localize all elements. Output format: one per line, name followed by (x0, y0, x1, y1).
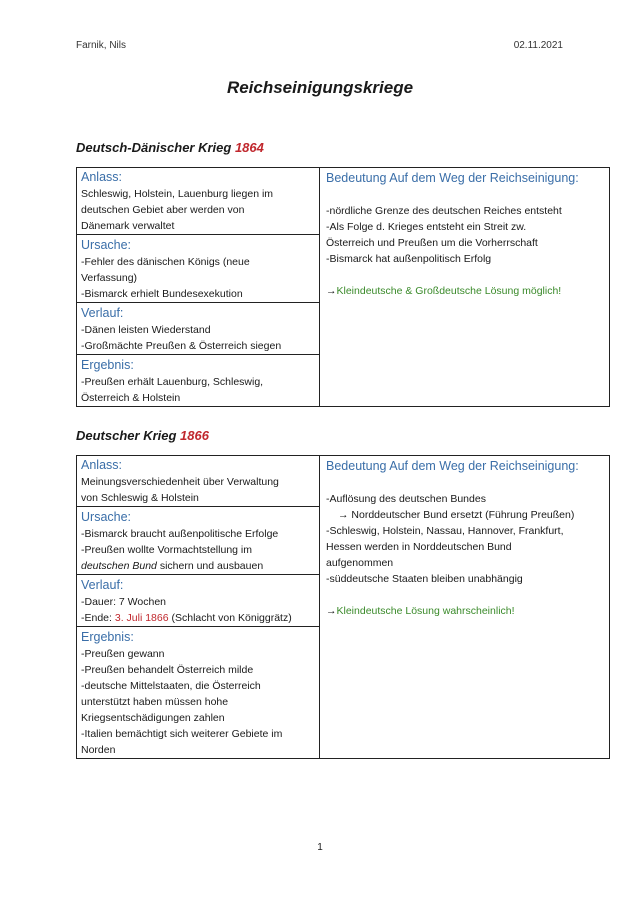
document-title: Reichseinigungskriege (226, 78, 414, 97)
ergebnis-line: -Italien bemächtigt sich weiterer Gebiete im (81, 728, 283, 740)
ergebnis-line: Österreich & Holstein (81, 392, 181, 404)
ergebnis-line: Norden (81, 744, 116, 756)
verlauf-line (81, 610, 315, 626)
cell-anlass (77, 168, 320, 235)
anlass-line: von Schleswig & Holstein (81, 492, 199, 504)
anlass-heading: Anlass: (81, 170, 122, 184)
conclusion-line (326, 603, 603, 619)
section-year: 1864 (234, 140, 264, 155)
bedeutung-line (326, 507, 603, 523)
bedeutung-line-text: Norddeutscher Bund ersetzt (Führung Preußen) (348, 509, 575, 521)
bedeutung-line: -Auflösung des deutschen Bundes (326, 493, 486, 505)
section-year: 1866 (180, 428, 209, 443)
bedeutung-line: -süddeutsche Staaten bleiben unabhängig (326, 573, 523, 585)
verlauf-heading: Verlauf: (81, 578, 124, 592)
section-title-1864 (76, 140, 264, 155)
section-title-text: Deutsch-Dänischer Krieg (76, 140, 232, 155)
verlauf-ende-date: 3. Juli 1866 (114, 612, 169, 624)
ursache-line: -Fehler des dänischen Königs (neue (81, 256, 250, 268)
verlauf-line: -Dauer: 7 Wochen (81, 596, 167, 608)
cell-bedeutung (320, 456, 610, 759)
document-date: 02.11.2021 (513, 40, 563, 51)
ergebnis-line: unterstützt haben müssen hohe (81, 696, 229, 708)
bedeutung-heading: Bedeutung Auf dem Weg der Reichseinigung: (326, 459, 579, 473)
anlass-line: Dänemark verwaltet (81, 220, 175, 232)
arrow-right-icon: → (338, 509, 349, 521)
bedeutung-line: aufgenommen (326, 557, 394, 569)
ursache-line: Verfassung) (81, 272, 138, 284)
anlass-heading: Anlass: (81, 458, 122, 472)
ergebnis-line: Kriegsentschädigungen zahlen (81, 712, 225, 724)
table-deutsch-daenischer-krieg (76, 167, 610, 407)
bedeutung-heading: Bedeutung Auf dem Weg der Reichseinigung: (326, 171, 579, 185)
cell-anlass (77, 456, 320, 507)
section-title-text: Deutscher Krieg (76, 428, 177, 443)
conclusion-text: Kleindeutsche & Großdeutsche Lösung möglich! (336, 285, 562, 297)
cell-ursache (77, 235, 320, 303)
ergebnis-line: -Preußen behandelt Österreich milde (81, 664, 254, 676)
ursache-italic-text: deutschen Bund (81, 560, 157, 572)
ursache-heading: Ursache: (81, 510, 132, 524)
bedeutung-line: -Als Folge d. Krieges entsteht ein Streit zw. (326, 221, 527, 233)
ergebnis-line: -Preußen erhält Lauenburg, Schleswig, (81, 376, 264, 388)
bedeutung-line: Österreich und Preußen um die Vorherrschaft (326, 237, 538, 249)
cell-ergebnis (77, 627, 320, 759)
verlauf-heading: Verlauf: (81, 306, 124, 320)
verlauf-ende-suffix: (Schlacht von Königgrätz) (168, 612, 292, 624)
ursache-heading: Ursache: (81, 238, 132, 252)
ursache-line (81, 558, 315, 574)
bedeutung-line: -nördliche Grenze des deutschen Reiches entsteht (326, 205, 562, 217)
ursache-line: -Bismarck erhielt Bundesexekution (81, 288, 243, 300)
ursache-line: -Preußen wollte Vormachtstellung im (81, 544, 252, 556)
cell-ursache (77, 507, 320, 575)
anlass-line: deutschen Gebiet aber werden von (81, 204, 245, 216)
anlass-line: Meinungsverschiedenheit über Verwaltung (81, 476, 279, 488)
ergebnis-heading: Ergebnis: (81, 358, 134, 372)
table-deutscher-krieg (76, 455, 610, 759)
anlass-line: Schleswig, Holstein, Lauenburg liegen im (81, 188, 274, 200)
cell-verlauf (77, 575, 320, 627)
conclusion-text: Kleindeutsche Lösung wahrscheinlich! (336, 605, 515, 617)
arrow-right-icon: → (326, 605, 337, 617)
conclusion-line (326, 283, 603, 299)
verlauf-line: -Großmächte Preußen & Österreich siegen (81, 340, 282, 352)
ursache-line: -Bismarck braucht außenpolitische Erfolge (81, 528, 279, 540)
bedeutung-line: -Bismarck hat außenpolitisch Erfolg (326, 253, 492, 265)
bedeutung-line: -Schleswig, Holstein, Nassau, Hannover, Frankfurt, (326, 525, 564, 537)
cell-ergebnis (77, 355, 320, 407)
verlauf-ende-prefix: -Ende: (81, 612, 115, 624)
cell-bedeutung (320, 168, 610, 407)
ergebnis-line: -deutsche Mittelstaaten, die Österreich (81, 680, 261, 692)
ursache-text: sichern und ausbauen (156, 560, 264, 572)
ergebnis-line: -Preußen gewann (81, 648, 165, 660)
cell-verlauf (77, 303, 320, 355)
section-title-1866 (76, 428, 209, 443)
verlauf-line: -Dänen leisten Wiederstand (81, 324, 211, 336)
arrow-right-icon: → (326, 285, 337, 297)
page-number: 1 (317, 842, 323, 853)
author-name: Farnik, Nils (76, 40, 127, 51)
bedeutung-line: Hessen werden in Norddeutschen Bund (326, 541, 512, 553)
ergebnis-heading: Ergebnis: (81, 630, 134, 644)
